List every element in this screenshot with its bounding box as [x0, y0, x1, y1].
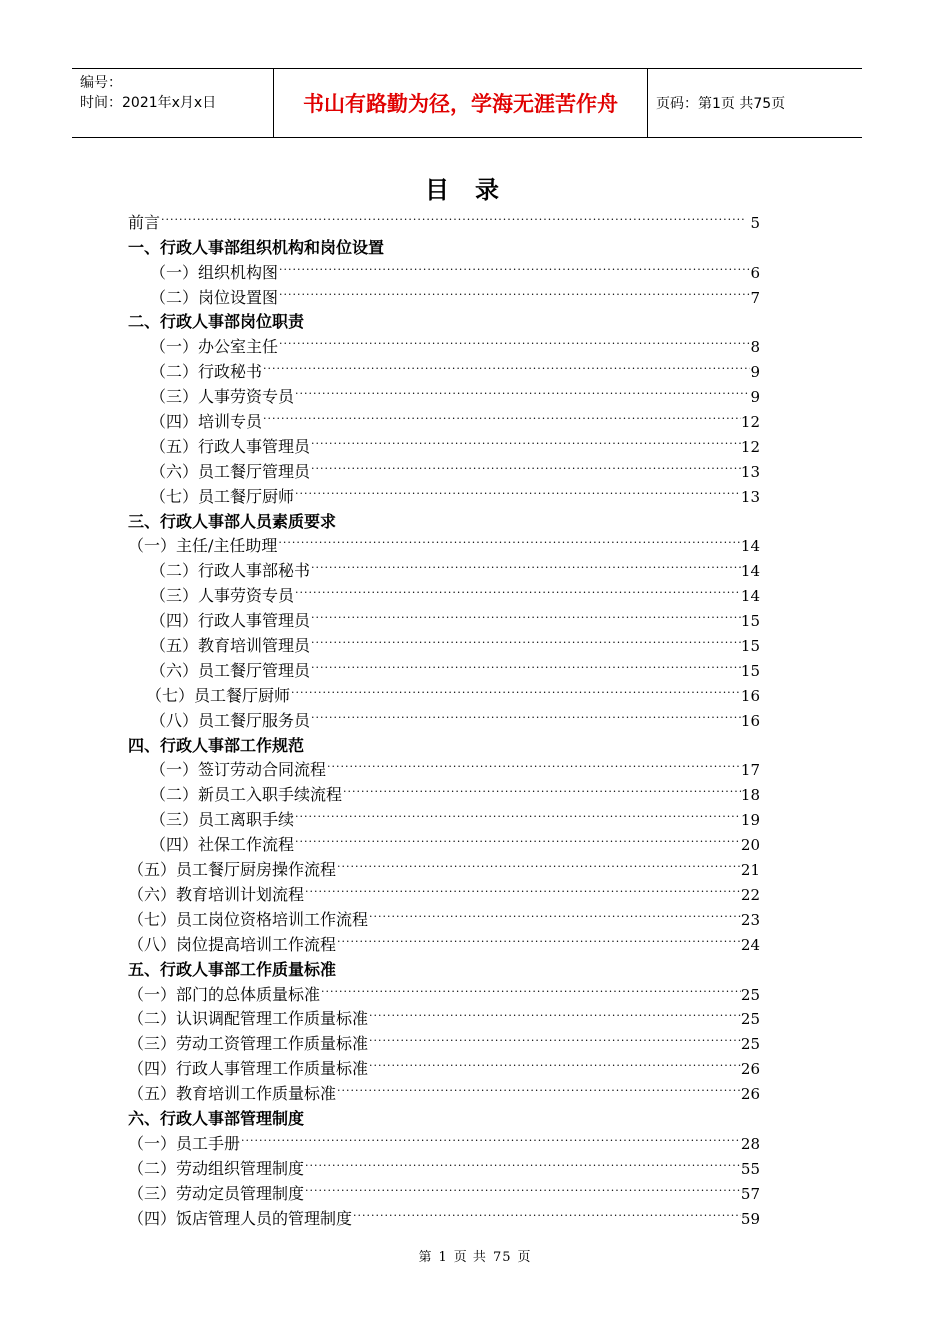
toc-entry-label: （一）部门的总体质量标准 — [128, 984, 321, 1004]
toc-entry-page: 9 — [750, 388, 760, 407]
page-footer — [0, 1246, 950, 1265]
toc-entry-label: （三）人事劳资专员 — [150, 586, 295, 606]
toc-entry-page: 26 — [740, 1085, 760, 1104]
toc-entry-page: 23 — [740, 910, 760, 929]
toc-entry[interactable] — [128, 805, 760, 830]
toc-entry-label: （一）员工手册 — [128, 1133, 241, 1153]
toc-section-heading[interactable] — [128, 731, 760, 756]
toc-entry-page: 24 — [740, 935, 760, 954]
toc-entry-label: 二、行政人事部岗位职责 — [128, 312, 305, 332]
toc-leader-dots — [294, 484, 741, 504]
toc-entry-page: 7 — [750, 288, 760, 307]
toc-entry[interactable] — [128, 581, 760, 606]
toc-leader-dots — [326, 757, 741, 777]
toc-entry[interactable] — [128, 357, 760, 382]
toc-section-heading[interactable] — [128, 507, 760, 532]
toc-leader-dots — [310, 708, 741, 728]
toc-entry[interactable] — [128, 631, 760, 656]
toc-leader-dots — [352, 1206, 741, 1226]
toc-section-heading[interactable] — [128, 955, 760, 980]
toc-entry[interactable] — [128, 556, 760, 581]
toc-entry-label: （五）员工餐厅厨房操作流程 — [128, 860, 337, 880]
toc-entry-page: 18 — [740, 786, 760, 805]
footer-suffix: 页 — [517, 1250, 532, 1265]
toc-section-heading[interactable] — [128, 308, 760, 333]
toc-entry[interactable] — [128, 905, 760, 930]
toc-leader-dots — [342, 782, 741, 802]
toc-entry-label: （二）劳动组织管理制度 — [128, 1158, 305, 1178]
toc-entry[interactable] — [128, 208, 760, 233]
toc-title: 目录 — [425, 176, 525, 204]
toc-entry-label: （二）岗位设置图 — [150, 287, 279, 307]
toc-entry-page: 25 — [740, 1035, 760, 1054]
toc-entry[interactable] — [128, 1029, 760, 1054]
toc-leader-dots — [368, 1006, 741, 1026]
toc-entry-label: （一）主任/主任助理 — [128, 536, 278, 556]
toc-entry-label: 一、行政人事部组织机构和岗位设置 — [128, 237, 385, 257]
toc-entry-page: 25 — [740, 1010, 760, 1029]
toc-leader-dots — [294, 583, 741, 603]
toc-entry-label: （四）培训专员 — [150, 412, 263, 432]
toc-entry-label: （七）员工餐厅厨师 — [150, 486, 295, 506]
toc-entry-label: 前言 — [128, 212, 161, 232]
toc-entry-page: 25 — [740, 985, 760, 1004]
toc-entry-label: （三）员工离职手续 — [150, 810, 295, 830]
footer-prefix: 第 — [418, 1250, 433, 1265]
toc-entry-label: （五）教育培训管理员 — [150, 636, 311, 656]
toc-entry[interactable] — [128, 407, 760, 432]
toc-leader-dots — [368, 907, 741, 927]
toc-entry-label: （四）行政人事管理工作质量标准 — [128, 1059, 369, 1079]
toc-entry[interactable] — [128, 1079, 760, 1104]
toc-entry-page: 6 — [750, 263, 760, 282]
toc-entry-label: 六、行政人事部管理制度 — [128, 1108, 305, 1128]
toc-entry-page: 14 — [740, 587, 760, 606]
toc-entry-page: 12 — [740, 413, 760, 432]
toc-entry-label: （一）组织机构图 — [150, 262, 279, 282]
toc-entry-page: 17 — [740, 761, 760, 780]
toc-leader-dots — [310, 633, 741, 653]
toc-leader-dots — [160, 210, 750, 230]
toc-entry[interactable] — [128, 432, 760, 457]
toc-entry-page: 5 — [750, 213, 760, 232]
document-number-label: 编号： — [80, 75, 122, 91]
toc-entry-page: 16 — [740, 711, 760, 730]
toc-entry-label: （四）行政人事管理员 — [150, 611, 311, 631]
toc-entry-label: （六）教育培训计划流程 — [128, 884, 305, 904]
toc-entry-label: （三）劳动工资管理工作质量标准 — [128, 1034, 369, 1054]
toc-entry[interactable] — [128, 1054, 760, 1079]
toc-leader-dots — [240, 1131, 741, 1151]
toc-entry-label: （五）教育培训工作质量标准 — [128, 1084, 337, 1104]
toc-entry[interactable] — [128, 532, 760, 557]
toc-leader-dots — [304, 882, 741, 902]
toc-entry[interactable] — [128, 830, 760, 855]
toc-entry-page: 19 — [740, 811, 760, 830]
toc-leader-dots — [368, 1056, 741, 1076]
toc-entry[interactable] — [128, 382, 760, 407]
toc-entry-label: （四）饭店管理人员的管理制度 — [128, 1208, 353, 1228]
toc-leader-dots — [320, 982, 741, 1002]
toc-entry-label: （七）员工餐厅厨师 — [146, 685, 291, 705]
toc-entry-label: 五、行政人事部工作质量标准 — [128, 959, 337, 979]
toc-entry-page: 14 — [740, 537, 760, 556]
toc-entry[interactable] — [128, 258, 760, 283]
toc-entry-page: 22 — [740, 885, 760, 904]
toc-entry-label: （三）劳动定员管理制度 — [128, 1183, 305, 1203]
toc-leader-dots — [310, 608, 741, 628]
header-meta — [72, 69, 273, 137]
toc-leader-dots — [294, 384, 750, 404]
toc-entry[interactable] — [128, 855, 760, 880]
toc-entry[interactable] — [128, 1204, 760, 1229]
toc-entry-label: （六）员工餐厅管理员 — [150, 660, 311, 680]
toc-leader-dots — [278, 260, 750, 280]
toc-entry-page: 13 — [740, 487, 760, 506]
toc-entry[interactable] — [128, 457, 760, 482]
toc-entry[interactable] — [128, 880, 760, 905]
toc-entry-page: 21 — [740, 861, 760, 880]
toc-entry[interactable] — [128, 606, 760, 631]
toc-leader-dots — [278, 334, 750, 354]
toc-section-heading[interactable] — [128, 1104, 760, 1129]
toc-entry-label: （八）岗位提高培训工作流程 — [128, 934, 337, 954]
toc-entry[interactable] — [128, 1005, 760, 1030]
toc-entry-page: 28 — [740, 1134, 760, 1153]
toc-entry-label: （一）办公室主任 — [150, 337, 279, 357]
toc-entry-label: （二）新员工入职手续流程 — [150, 785, 343, 805]
toc-leader-dots — [290, 683, 741, 703]
toc-entry[interactable] — [128, 980, 760, 1005]
toc-entry-label: （二）行政人事部秘书 — [150, 561, 311, 581]
toc-entry-page: 59 — [740, 1209, 760, 1228]
toc-entry-label: （三）人事劳资专员 — [150, 387, 295, 407]
toc-entry[interactable] — [128, 1179, 760, 1204]
toc-entry[interactable] — [128, 283, 760, 308]
toc-leader-dots — [310, 558, 741, 578]
toc-leader-dots — [310, 658, 741, 678]
toc-entry-page: 15 — [740, 661, 760, 680]
toc-entry[interactable] — [128, 482, 760, 507]
toc-entry-label: （四）社保工作流程 — [150, 835, 295, 855]
toc-entry-page: 15 — [740, 637, 760, 656]
toc-entry[interactable] — [128, 656, 760, 681]
toc-entry[interactable] — [128, 930, 760, 955]
footer-total-pages: 75 — [492, 1250, 512, 1265]
toc-entry-page: 57 — [740, 1184, 760, 1203]
toc-entry-label: （二）行政秘书 — [150, 362, 263, 382]
header-slogan: 书山有路勤为径，学海无涯苦作舟 — [273, 69, 648, 137]
footer-current-page: 1 — [438, 1250, 448, 1265]
header-page-info: 页码：第1页 共75页 — [656, 96, 786, 112]
toc-entry[interactable] — [128, 706, 760, 731]
toc-leader-dots — [336, 1081, 741, 1101]
toc-entry-label: （八）员工餐厅服务员 — [150, 710, 311, 730]
toc-entry-label: 三、行政人事部人员素质要求 — [128, 511, 337, 531]
toc-entry-label: （五）行政人事管理员 — [150, 436, 311, 456]
toc-leader-dots — [310, 434, 741, 454]
toc-entry-page: 20 — [740, 836, 760, 855]
toc-entry-page: 13 — [740, 462, 760, 481]
toc-entry-page: 9 — [750, 363, 760, 382]
toc-section-heading[interactable] — [128, 233, 760, 258]
toc-entry-label: （六）员工餐厅管理员 — [150, 461, 311, 481]
toc-entry[interactable] — [128, 756, 760, 781]
toc-entry-page: 14 — [740, 562, 760, 581]
toc-leader-dots — [336, 857, 741, 877]
toc-entry[interactable] — [128, 780, 760, 805]
toc-entry-label: （七）员工岗位资格培训工作流程 — [128, 909, 369, 929]
toc-entry-page: 12 — [740, 437, 760, 456]
toc-entry-page: 55 — [740, 1159, 760, 1178]
toc-entry-page: 16 — [740, 686, 760, 705]
toc-leader-dots — [278, 285, 750, 305]
toc-leader-dots — [304, 1181, 741, 1201]
toc-entry-page: 15 — [740, 612, 760, 631]
toc-entry[interactable] — [128, 1129, 760, 1154]
toc-entry[interactable] — [128, 1154, 760, 1179]
toc-entry[interactable] — [128, 681, 760, 706]
toc-entry-label: （一）签订劳动合同流程 — [150, 760, 327, 780]
document-time-label: 时间：2021年x月x日 — [80, 95, 217, 111]
table-of-contents — [128, 208, 760, 1229]
footer-middle: 页 共 — [453, 1250, 487, 1265]
toc-entry-label: 四、行政人事部工作规范 — [128, 735, 305, 755]
document-header — [72, 68, 862, 138]
toc-leader-dots — [277, 533, 741, 553]
toc-leader-dots — [304, 1156, 741, 1176]
toc-entry[interactable] — [128, 332, 760, 357]
toc-leader-dots — [262, 359, 750, 379]
toc-entry-page: 26 — [740, 1060, 760, 1079]
toc-leader-dots — [262, 409, 741, 429]
toc-entry-label: （二）认识调配管理工作质量标准 — [128, 1009, 369, 1029]
toc-leader-dots — [336, 932, 741, 952]
toc-entry-page: 8 — [750, 338, 760, 357]
toc-leader-dots — [368, 1031, 741, 1051]
toc-leader-dots — [310, 459, 741, 479]
toc-leader-dots — [294, 832, 741, 852]
toc-leader-dots — [294, 807, 741, 827]
